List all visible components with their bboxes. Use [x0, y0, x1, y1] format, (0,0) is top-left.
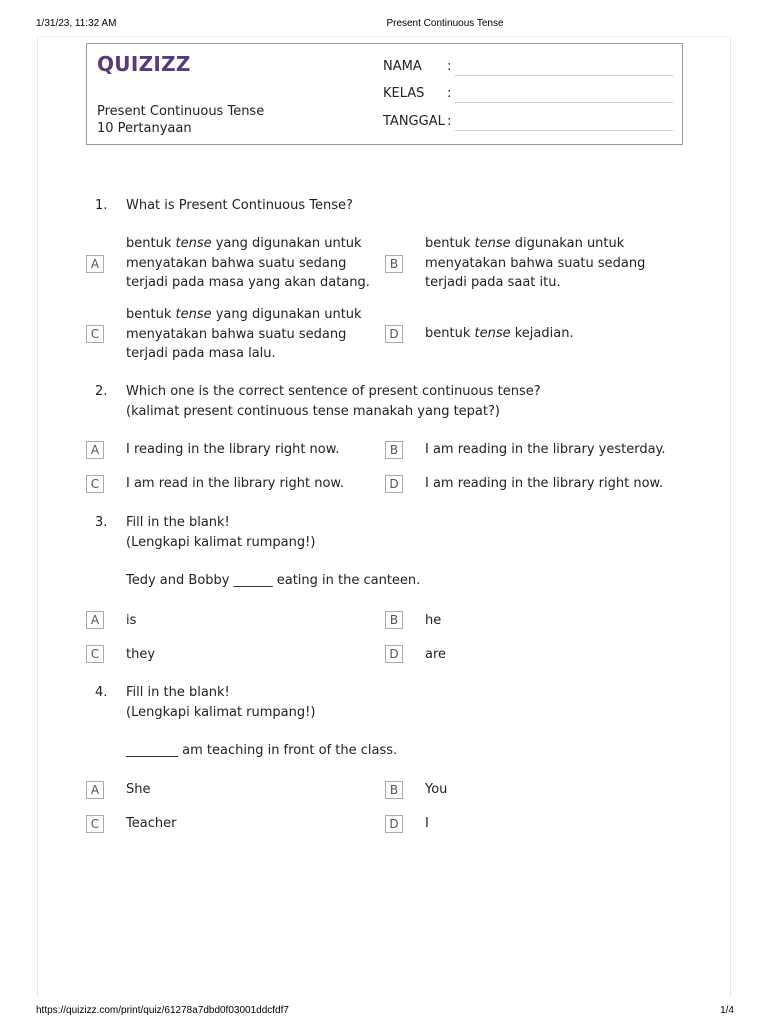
logo-text: QUIZIZZ: [97, 52, 191, 76]
question-text: Fill in the blank!: [126, 515, 230, 530]
question-number: 3.: [95, 515, 108, 530]
option-text-b: You: [425, 782, 448, 797]
print-url[interactable]: https://quizizz.com/print/quiz/61278a7dbd0f03001ddcfdf7: [36, 1005, 289, 1016]
option-text-part: digunakan untuk menyatakan bahwa suatu sedang terjadi pada saat itu.: [425, 236, 646, 290]
print-page-number: 1/4: [720, 1005, 734, 1016]
option-box-c[interactable]: C: [86, 475, 104, 493]
option-text-part: yang digunakan untuk menyatakan bahwa suatu sedang terjadi pada masa lalu.: [126, 307, 362, 361]
option-text-c: they: [126, 647, 156, 662]
question-translation: (Lengkapi kalimat rumpang!): [126, 535, 316, 550]
question-count: 10 Pertanyaan: [97, 121, 192, 136]
option-text-emphasis: tense: [474, 326, 511, 341]
option-text-b: he: [425, 613, 442, 628]
option-text-b: I am reading in the library yesterday.: [425, 442, 666, 457]
print-datetime: 1/31/23, 11:32 AM: [36, 18, 117, 29]
option-box-b[interactable]: B: [385, 255, 403, 273]
option-box-a[interactable]: A: [86, 441, 104, 459]
name-label: NAMA: [383, 59, 422, 74]
option-text-d: I: [425, 816, 429, 831]
question-text: Fill in the blank!: [126, 685, 230, 700]
option-text-part: yang digunakan untuk menyatakan bahwa suatu sedang terjadi pada masa yang akan datang.: [126, 236, 370, 290]
option-text-c: [126, 305, 384, 364]
question-sentence: ________ am teaching in front of the class.: [126, 743, 398, 758]
option-text-a: She: [126, 782, 151, 797]
quiz-header-box: [86, 43, 683, 145]
option-box-a[interactable]: A: [86, 611, 104, 629]
option-box-d[interactable]: D: [385, 645, 403, 663]
option-box-c[interactable]: C: [86, 325, 104, 343]
question-text: What is Present Continuous Tense?: [126, 198, 353, 213]
question-translation: (kalimat present continuous tense manakah yang tepat?): [126, 404, 500, 419]
option-text-a: is: [126, 613, 137, 628]
option-text-emphasis: tense: [175, 307, 212, 322]
option-box-c[interactable]: C: [86, 645, 104, 663]
class-label: KELAS: [383, 86, 425, 101]
option-text-c: Teacher: [126, 816, 177, 831]
print-footer: [0, 994, 768, 1024]
print-doc-title: Present Continuous Tense: [386, 18, 504, 29]
option-box-b[interactable]: B: [385, 611, 403, 629]
option-box-a[interactable]: A: [86, 781, 104, 799]
date-label: TANGGAL: [383, 114, 445, 129]
option-text-d: I am reading in the library right now.: [425, 476, 664, 491]
option-box-c[interactable]: C: [86, 815, 104, 833]
quizizz-logo: [97, 52, 191, 76]
option-text-b: [425, 234, 683, 293]
option-box-b[interactable]: B: [385, 441, 403, 459]
option-box-a[interactable]: A: [86, 255, 104, 273]
question-translation: (Lengkapi kalimat rumpang!): [126, 705, 316, 720]
question-number: 4.: [95, 685, 108, 700]
option-text-d: [425, 324, 683, 344]
option-text-d: are: [425, 647, 447, 662]
option-box-b[interactable]: B: [385, 781, 403, 799]
option-text-part: bentuk: [126, 307, 176, 322]
print-header: [0, 0, 768, 40]
option-text-emphasis: tense: [175, 236, 212, 251]
option-text-part: bentuk: [126, 236, 176, 251]
option-text-a: I reading in the library right now.: [126, 442, 340, 457]
name-line[interactable]: [455, 75, 673, 76]
question-number: 2.: [95, 384, 108, 399]
option-box-d[interactable]: D: [385, 815, 403, 833]
quiz-title: Present Continuous Tense: [97, 104, 265, 119]
option-box-d[interactable]: D: [385, 325, 403, 343]
question-number: 1.: [95, 198, 108, 213]
question-text: Which one is the correct sentence of present continuous tense?: [126, 384, 541, 399]
option-text-part: bentuk: [425, 236, 475, 251]
option-text-a: [126, 234, 384, 293]
option-text-emphasis: tense: [474, 236, 511, 251]
option-text-part: kejadian.: [510, 326, 574, 341]
date-colon: :: [447, 114, 452, 129]
option-text-part: bentuk: [425, 326, 475, 341]
class-line[interactable]: [455, 102, 673, 103]
date-line[interactable]: [455, 130, 673, 131]
option-box-d[interactable]: D: [385, 475, 403, 493]
class-colon: :: [447, 86, 452, 101]
name-colon: :: [447, 59, 452, 74]
option-text-c: I am read in the library right now.: [126, 476, 344, 491]
question-sentence: Tedy and Bobby ______ eating in the canteen.: [126, 573, 421, 588]
